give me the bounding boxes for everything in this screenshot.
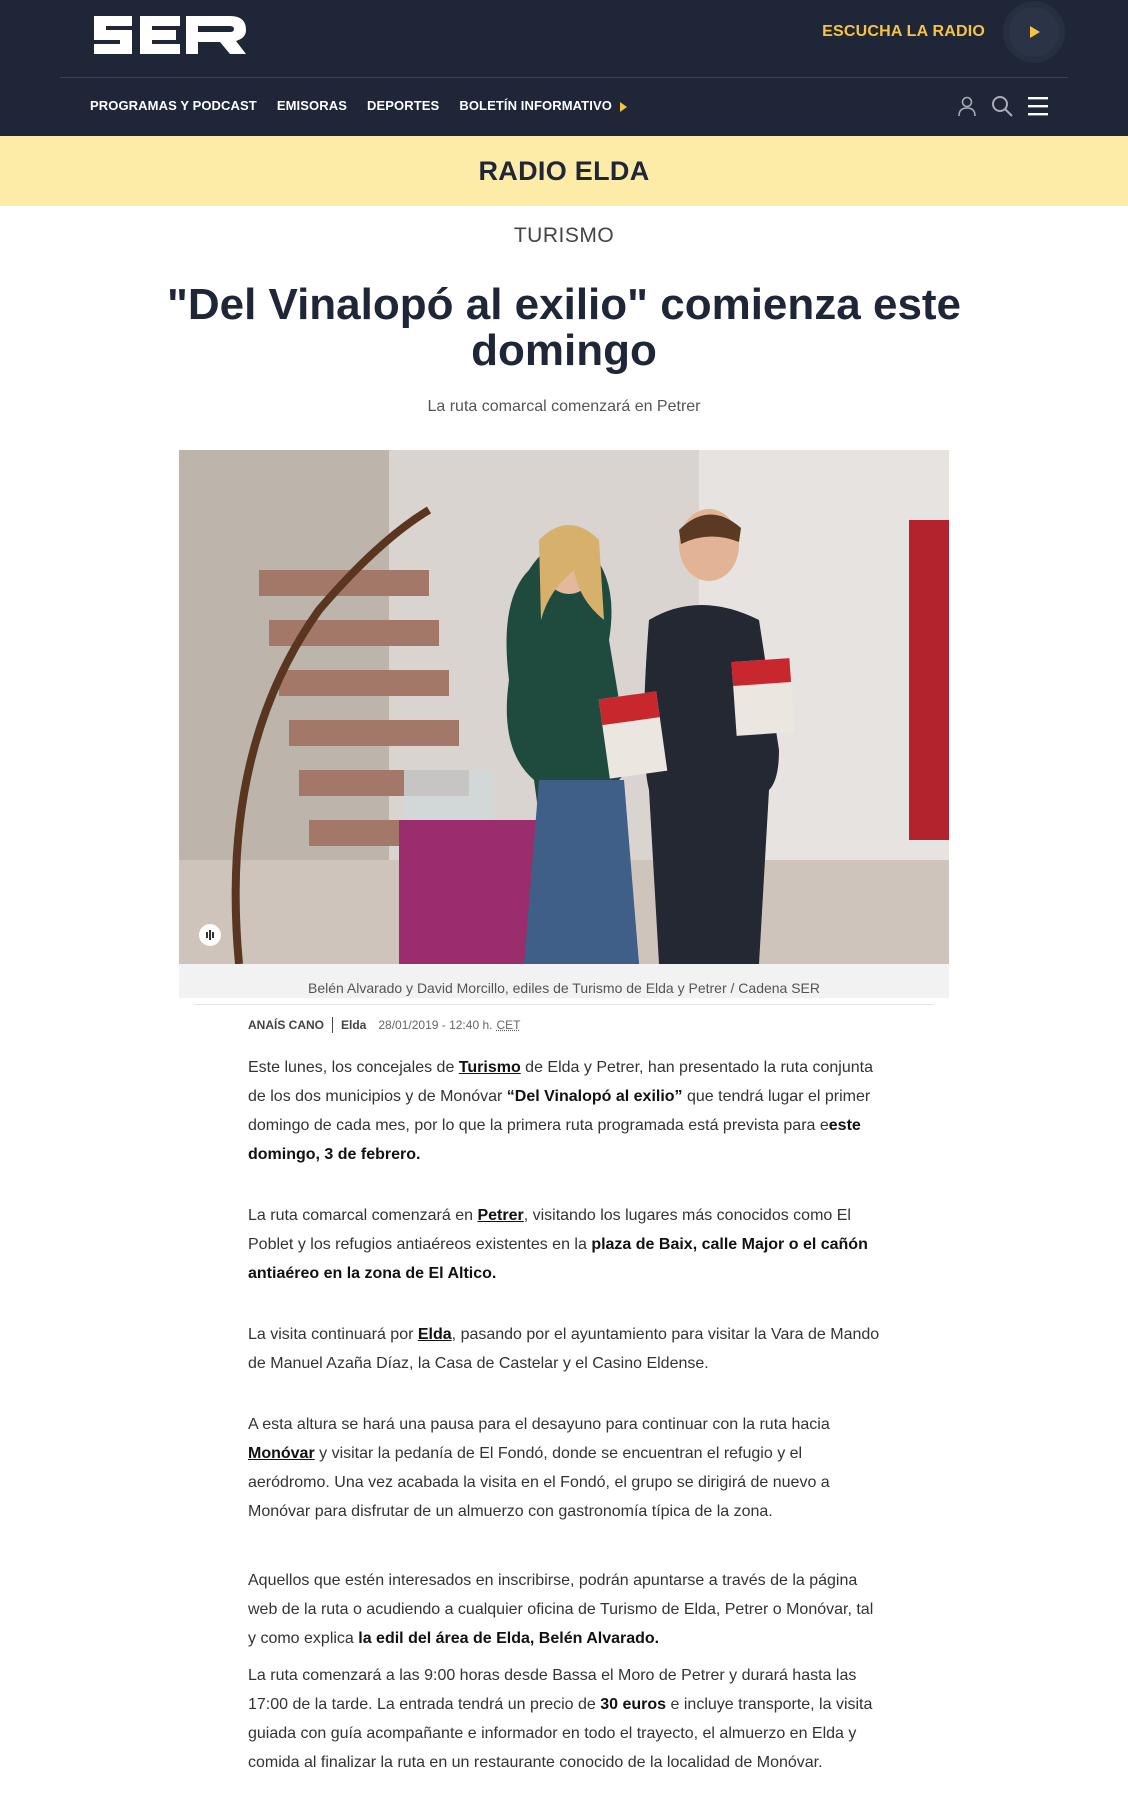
play-icon [1027,25,1041,39]
paragraph-4 [248,1410,880,1526]
search-icon[interactable] [990,94,1014,123]
paragraph-3 [248,1320,880,1378]
bold-edil: la edil del área de Elda, Belén Alvarado. [358,1630,660,1647]
nav-emisoras[interactable]: EMISORAS [276,98,347,113]
text: e incluye transporte, la visita guiada con guía acompañante e informador en todo el trayecto, el almuerzo en Elda y comida al finalizar la ruta en un restaurante conocido de la localidad de Monóvar. [248,1696,873,1771]
listen-radio[interactable] [822,6,1059,58]
audio-icon[interactable] [199,924,221,946]
ser-logo-mark [90,6,250,62]
paragraph-5 [248,1566,880,1653]
bold-route-name: “Del Vinalopó al exilio” [506,1088,683,1105]
author-name[interactable]: ANAÍS CANO [248,1018,325,1032]
nav-programas-podcast[interactable]: PROGRAMAS Y PODCAST [90,98,257,113]
text: que tendrá lugar el primer domingo de cada mes, por lo que la primera ruta programada está prevista para e [248,1088,871,1134]
station-bar[interactable] [0,136,1128,206]
text: La ruta comarcal comenzará en [248,1207,478,1224]
bold-price: 30 euros [600,1696,667,1713]
text: y visitar la pedanía de El Fondó, donde se encuentran el refugio y el aeródromo. Una vez acabada la visita en el Fondó, el grupo se dirigirá de nuevo a Monóvar para disfrutar de un almuerzo con gastronomía típica de la zona. [248,1445,830,1520]
text: La visita continuará por [248,1326,418,1343]
photo-caption: Belén Alvarado y David Morcillo, ediles de Turismo de Elda y Petrer / Cadena SER [179,964,949,998]
text: , pasando por el ayuntamiento para visitar la Vara de Mando de Manuel Azaña Díaz, la Casa de Castelar y el Casino Eldense. [248,1326,880,1372]
byline-date: 28/01/2019 - 12:40 h. [378,1018,493,1032]
text: , visitando los lugares más conocidos como El Poblet y los refugios antiaéreos existentes en la [248,1207,851,1253]
boletin-play-icon [620,102,627,112]
main-nav [90,98,627,113]
text: Este lunes, los concejales de [248,1059,459,1076]
link-petrer[interactable]: Petrer [477,1207,524,1224]
user-icon[interactable] [956,95,978,122]
subtitle: La ruta comarcal comenzará en Petrer [427,398,701,415]
link-monovar[interactable]: Monóvar [248,1445,315,1462]
link-turismo[interactable]: Turismo [458,1059,521,1076]
nav-boletin-informativo[interactable] [459,98,627,113]
byline [248,1017,880,1033]
listen-radio-label[interactable]: ESCUCHA LA RADIO [822,23,985,40]
article-photo [179,450,949,964]
byline-timezone: CET [496,1018,521,1032]
text: Aquellos que estén interesados en inscribirse, podrán apuntarse a través de la página web de la ruta o acudiendo a cualquier oficina de Turismo de Elda, Petrer o Monóvar, tal y como explica [248,1572,874,1647]
station-name[interactable]: RADIO ELDA [478,155,650,186]
article-figure [179,450,949,998]
paragraph-2 [248,1201,880,1288]
header-actions [956,94,1050,123]
headline: "Del Vinalopó al exilio" comienza este domingo [166,280,962,375]
article-body [248,1053,880,1777]
site-header [0,0,1128,136]
text: La ruta comenzará a las 9:00 horas desde Bassa el Moro de Petrer y durará hasta las 17:00 de la tarde. La entrada tendrá un precio de [248,1667,857,1713]
section-label[interactable]: TURISMO [513,224,615,247]
nav-deportes[interactable]: DEPORTES [367,98,440,113]
bold-date: este domingo, 3 de febrero. [248,1117,861,1163]
menu-icon[interactable] [1026,95,1050,122]
link-elda[interactable]: Elda [417,1326,452,1343]
paragraph-6 [248,1661,880,1777]
byline-separator [332,1017,333,1033]
byline-place: Elda [341,1018,367,1032]
text: A esta altura se hará una pausa para el desayuno para continuar con la ruta hacia [248,1416,830,1433]
bold-places: plaza de Baix, calle Major o el cañón antiaéreo en la zona de El Altico. [248,1236,868,1282]
play-button[interactable] [1009,7,1059,57]
ser-logo[interactable] [90,6,250,62]
caption-divider [194,1004,934,1005]
photo-illustration [179,450,949,964]
header-divider [60,77,1068,78]
text: de Elda y Petrer, han presentado la ruta conjunta de los dos municipios y de Monóvar [248,1059,873,1105]
nav-boletin-label: BOLETÍN INFORMATIVO [459,98,612,113]
paragraph-1 [248,1053,880,1169]
